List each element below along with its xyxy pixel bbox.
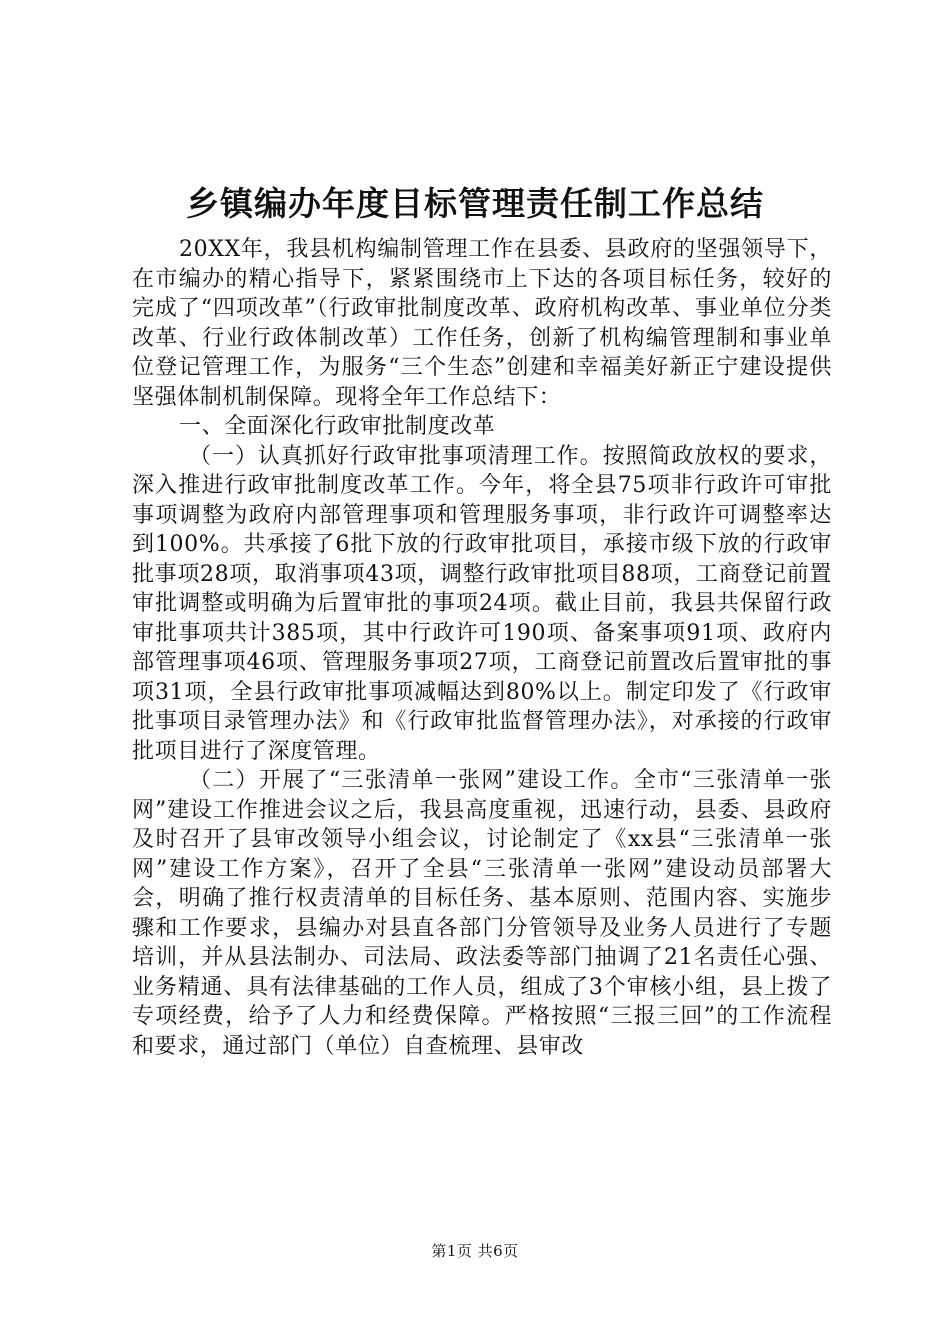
subsection-paragraph-1: （一）认真抓好行政审批事项清理工作。按照简政放权的要求，深入推进行政审批制度改革工作。今年，将全县75项非行政许可审批事项调整为政府内部管理事项和管理服务事项，非行政许可调整率达到100%。共承接了6批下放的行政审批项目，承接市级下放的行政审批事项28项，取消事项43项，调整行政审批项目88项，工商登记前置审批调整或明确为后置审批的事项24项。截止目前，我县共保留行政审批事项共计385项，其中行政许可190项、备案事项91项、政府内部管理事项46项、管理服务事项27项，工商登记前置改后置审批的事项31项，全县行政审批事项减幅达到80%以上。制定印发了《行政审批事项目录管理办法》和《行政审批监督管理办法》，对承接的行政审批项目进行了深度管理。 bbox=[132, 443, 832, 764]
subsection-paragraph-2: （二）开展了“三张清单一张网”建设工作。全市“三张清单一张网”建设工作推进会议之后，我县高度重视，迅速行动，县委、县政府及时召开了县审改领导小组会议，讨论制定了《xx县“三张清单一张网”建设工作方案》，召开了全县“三张清单一张网”建设动员部署大会，明确了推行权责清单的目标任务、基本原则、范围内容、实施步骤和工作要求，县编办对县直各部门分管领导及业务人员进行了专题培训，并从县法制办、司法局、政法委等部门抽调了21名责任心强、业务精通、具有法律基础的工作人员，组成了3个审核小组，县上拨了专项经费，给予了人力和经费保障。严格按照“三报三回”的工作流程和要求，通过部门（单位）自查梳理、县审改 bbox=[132, 768, 832, 1059]
document-body bbox=[132, 235, 832, 1061]
page-footer: 第1页 共6页 bbox=[431, 1242, 519, 1260]
intro-paragraph: 20XX年，我县机构编制管理工作在县委、县政府的坚强领导下，在市编办的精心指导下，紧紧围绕市上下达的各项目标任务，较好的完成了“四项改革”（行政审批制度改革、政府机构改革、事业单位分类改革、行业行政体制改革）工作任务，创新了机构编管理制和事业单位登记管理工作，为服务“三个生态”创建和幸福美好新正宁建设提供坚强体制机制保障。现将全年工作总结下： bbox=[132, 237, 832, 410]
document-title: 乡镇编办年度目标管理责任制工作总结 bbox=[186, 184, 764, 223]
section-heading-1: 一、全面深化行政审批制度改革 bbox=[179, 414, 496, 439]
